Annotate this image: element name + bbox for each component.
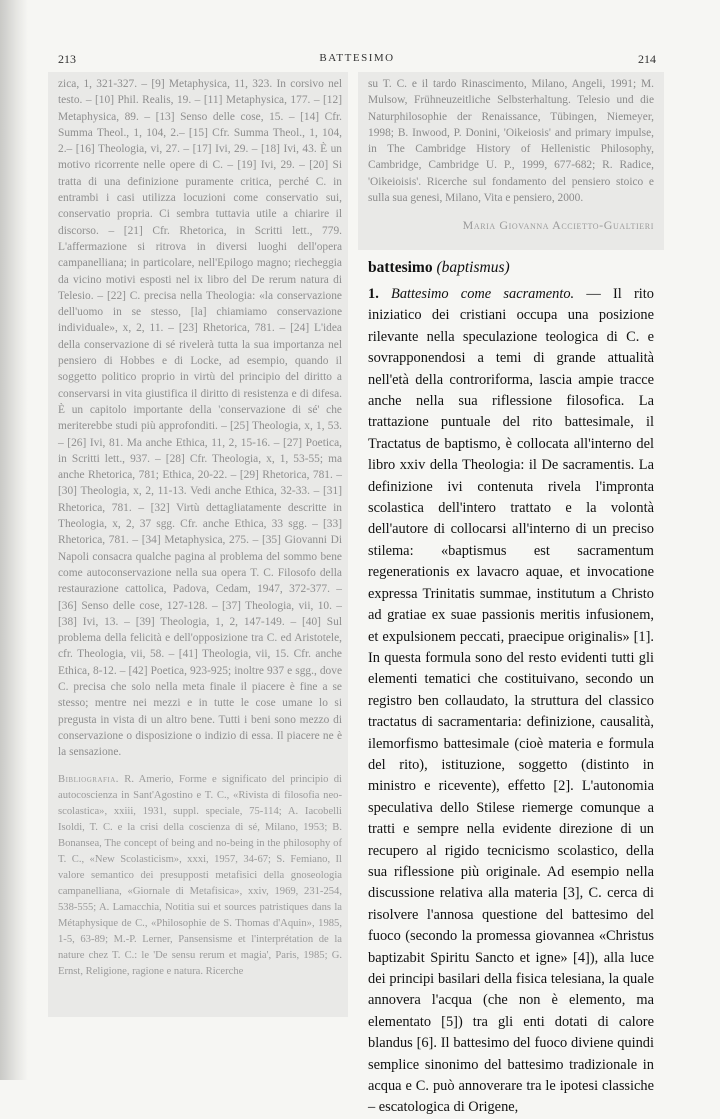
- entry-battesimo: [368, 258, 654, 1116]
- page-number-right: 214: [638, 52, 656, 66]
- footnotes-text: zica, 1, 321-327. – [9] Metaphysica, 11, 323. In corsivo nel testo. – [10] Phil. Realis, 19. – [11] Metaphysica, 177. – [12] Metaphysica, 89. – [13] Senso delle cose, 15. – [14] Cfr. Summa Theol., 1, 104, 2.– [15] Cfr. Summa Theol., 1, 104, 2.– [16] Theologia, vi, 27. – [17] Ivi, 29. – [18] Ivi, 43. È un motivo ricorrente nelle opere di C. – [19] Ivi, 29. – [20] Si tratta di una definizione puramente critica, perché C. in entrambi i casi utilizza locuzioni come conservatio sui, conservatio propria. Ci sembra tuttavia utile a chiarire il discorso. – [21] Cfr. Rhetorica, in Scritti lett., 779. L'affermazione si ritrova in diversi luoghi dell'opera campanelliana; in particolare, nell'Epilogo magno; riecheggia da vicino motivi esposti nel ix libro del De rerum natura di Telesio. – [22] C. precisa nella Theologia: «la conservazione dell'uomo in se stesso, [la] chiamiamo conservazione individuale», x, 2, 11. – [23] Rhetorica, 781. – [24] L'idea della conservazione di sé rivelerà tutta la sua importanza nel pensiero di Hobbes e di Locke, ad esempio, quando il soggetto politico proprio in virtù del principio del diritto a conservarsi in vita giustifica il diritto di resistenza e di difesa. È un capitolo importante della 'conservazione di sé' che meriterebbe studi più approfonditi. – [25] Theologia, x, 1, 53. – [26] Ivi, 81. Ma anche Ethica, 11, 2, 15-16. – [27] Poetica, in Scritti lett., 937. – [28] Cfr. Theologia, x, 1, 53-55; ma anche Rhetorica, 781; Ethica, 20-22. – [29] Rhetorica, 781. – [30] Theologia, x, 2, 11-13. Vedi anche Ethica, 32-33. – [31] Rhetorica, 781. – [32] Virtù dettagliatamente descritte in Theologia, x, 2, 37 sgg. Cfr. anche Ethica, 33 sgg. – [33] Rhetorica, 781. – [34] Metaphysica, 275. – [35] Giovanni Di Napoli consacra qualche pagina al problema del sommo bene come autoconservazione nella sua opera T. C. Filosofo della restaurazione cattolica, Padova, Cedam, 1947, 372-377. – [36] Senso delle cose, 127-128. – [37] Theologia, vii, 10. – [38] Ivi, 13. – [39] Theologia, 1, 2, 147-149. – [40] Sul problema della felicità e dell'opposizione tra C. ed Aristotele, cfr. Theologia, vii, 58. – [41] Theologia, vii, 15. Cfr. anche Ethica, 8-12. – [42] Poetica, 923-925; inoltre 937 e sgg., dove C. precisa che solo nella meta finale il piacere è fine a se stesso; mentre nei mezzi e in tutte le cose umane lo si pregusta in vista di un altro bene. Tutti i beni sono mezzo di conservazione o disposizione o indizio di essa. Il piacere ne è la sensazione.: [58, 78, 342, 759]
- running-header: [58, 52, 656, 68]
- previous-entry-tail: [358, 72, 664, 250]
- bibliography-text: R. Amerio, Forme e significato del principio di autocoscienza in Sant'Agostino e T. C., «Rivista di filosofia neo-scolastica», xxiii, 1931, suppl. speciale, 75-114; A. Iacobelli Isoldi, T. C. e la crisi della coscienza di sé, Milano, 1953; B. Bonansea, The concept of being and no-being in the philosophy of T. C., «New Scolasticism», xxxi, 1957, 34-67; S. Femiano, Il valore semantico dei presupposti metafisici della gnoseologia campanelliana, «Giornale di Metafisica», xxiv, 1969, 231-254, 538-555; A. Lamacchia, Notitia sui et sources patristiques dans la Métaphysique de C., «Philosophie de S. Thomas d'Aquin», 1985, 1-5, 63-89; M.-P. Lerner, Pansensisme et l'interprétation de la nature chez T. C.: le 'De sensu rerum et magia', Paris, 1985; G. Ernst, Religione, ragione e natura. Ricerche: [58, 774, 343, 978]
- section-text: — Il rito iniziatico dei cristiani occupa una posizione rilevante nella speculazione teologica di C. e sovrapponendosi a temi di grande attualità nell'età della controriforma, lascia ampie tracce anche nella sua riflessione filosofica. La trattazione puntuale del rito battesimale, il Tractatus de baptismo, è collocata all'interno del libro xxiv della Theologia: il De sacramentis. La definizione ivi contenuta rivela l'impronta scolastica dell'intero trattato e la volontà dell'autore di collocarsi all'interno di un preciso stilema: «baptismus est sacramentum regenerationis ex lavacro aquae, et invocatione expressa Trinitatis summae, institutum a Christo ad gratiae ex suae passionis meritis infusionem, et expulsionem peccati, praecipue originalis» [1]. In questa formula sono del resto evidenti tutti gli elementi tematici che costituivano, secondo un registro ben collaudato, la struttura del classico tractatus di sacramentaria: definizione, causalità, ilemorfismo battesimale (cioè materia e formula del rito), istituzione, soggetto (distinto in ministro e ricevente), effetto [2]. L'autonomia speculativa dello Stilese riemerge comunque a tratti e sempre nella evidente direzione di un recupero al rigido tecnicismo scolastico, della sua riflessione più originale. Ad esempio nella discussione relativa alla materia [3], C. cerca di risolvere l'annosa questione del battesimo del fuoco (secondo la promessa giovannea «Christus baptizabit Spiritu Sancto et igne» [4]), alla luce dei principi basilari della fisica telesiana, la quale annovera l'acqua (che non è elemento, ma elementato [5]) tra gli enti dotati di calore blandus [6]. Il battesimo del fuoco diviene quindi semplice sinonimo del battesimo tradizionale in acqua e C. può annoverare tra le ipotesi classiche – escatologica di Origene,: [368, 286, 654, 1116]
- bibliography-label: Bibliografia.: [58, 774, 119, 786]
- entry-headword: [368, 258, 654, 278]
- bibliography: [58, 772, 342, 980]
- page-number-left: 213: [58, 52, 76, 66]
- running-title: BATTESIMO: [319, 52, 395, 64]
- entry-author: Maria Giovanna Accietto-Gualtieri: [462, 218, 654, 233]
- entry-body: [368, 284, 654, 1119]
- headword-term: battesimo: [368, 259, 433, 276]
- section-number: 1.: [368, 286, 379, 302]
- page-gutter-shadow: [0, 0, 28, 1080]
- section-title: Battesimo come sacramento.: [391, 286, 575, 302]
- bibliography-continuation: su T. C. e il tardo Rinascimento, Milano, Angeli, 1991; M. Mulsow, Frühneuzeitliche Selbsterhaltung. Telesio und die Naturphilosophie der Renaissance, Tübingen, Niemeyer, 1998; B. Inwood, P. Donini, 'Oikeiosis' and primary impulse, in The Cambridge History of Hellenistic Philosophy, Cambridge, Cambridge U. P., 1999, 677-682; R. Radice, 'Oikeioisis'. Ricerche sul fondamento del pensiero stoico e sulla sua genesi, Milano, Vita e pensiero, 2000.: [368, 78, 654, 205]
- notes-column: [48, 72, 348, 1017]
- headword-latin: (baptismus): [436, 259, 510, 276]
